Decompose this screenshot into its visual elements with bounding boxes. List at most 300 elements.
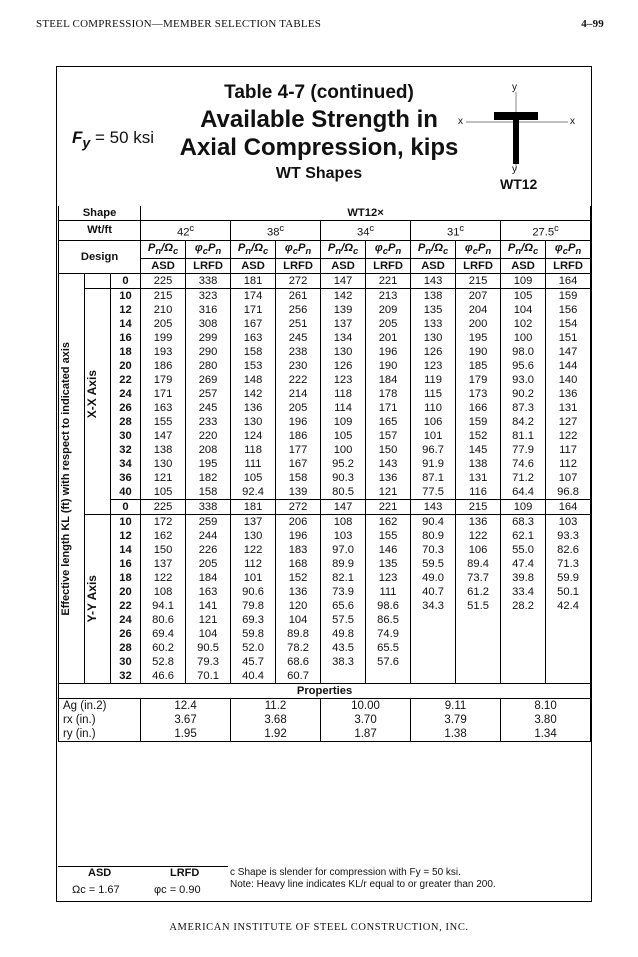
kl-value: 22	[111, 373, 141, 387]
strength-cell: 230	[276, 359, 321, 373]
strength-cell: 105	[141, 485, 186, 500]
strength-cell: 71.2	[501, 471, 546, 485]
strength-cell: 178	[366, 387, 411, 401]
strength-cell: 215	[456, 499, 501, 514]
strength-cell: 139	[321, 303, 366, 317]
strength-cell	[456, 613, 501, 627]
asd-strength-header: $P_n/\Omega_c$	[231, 240, 276, 258]
strength-cell: 59.8	[231, 627, 276, 641]
strength-cell	[366, 669, 411, 684]
kl-value: 28	[111, 415, 141, 429]
strength-cell: 150	[366, 443, 411, 457]
strength-cell	[411, 655, 456, 669]
weight-header: 38$^c$	[231, 221, 321, 241]
strength-cell: 122	[456, 529, 501, 543]
strength-cell: 155	[141, 415, 186, 429]
strength-cell: 157	[366, 429, 411, 443]
kl-value: 26	[111, 627, 141, 641]
strength-cell: 122	[546, 429, 591, 443]
strength-cell: 162	[141, 529, 186, 543]
strength-cell: 115	[411, 387, 456, 401]
strength-cell: 171	[141, 387, 186, 401]
strength-cell: 138	[411, 288, 456, 303]
lrfd-header: LRFD	[456, 258, 501, 273]
property-value: 10.00	[321, 698, 411, 713]
strength-cell: 71.3	[546, 557, 591, 571]
strength-cell	[411, 641, 456, 655]
strength-cell: 120	[276, 599, 321, 613]
strength-cell: 91.9	[411, 457, 456, 471]
strength-cell: 142	[321, 288, 366, 303]
strength-cell: 34.3	[411, 599, 456, 613]
strength-cell: 119	[411, 373, 456, 387]
strength-cell: 59.9	[546, 571, 591, 585]
lrfd-header: LRFD	[186, 258, 231, 273]
strength-cell: 226	[186, 543, 231, 557]
strength-cell: 338	[186, 499, 231, 514]
strength-cell: 39.8	[501, 571, 546, 585]
strength-cell: 290	[186, 345, 231, 359]
strength-cell: 142	[231, 387, 276, 401]
strength-cell: 121	[366, 485, 411, 500]
kl-value: 32	[111, 443, 141, 457]
strength-cell: 78.2	[276, 641, 321, 655]
strength-cell: 205	[141, 317, 186, 331]
strength-cell: 64.4	[501, 485, 546, 500]
strength-cell: 38.3	[321, 655, 366, 669]
effective-length-axis-label: Effective length KL (ft) with respect to indicated axis	[59, 273, 85, 683]
kl-value: 14	[111, 317, 141, 331]
strength-cell: 43.5	[321, 641, 366, 655]
strength-cell: 98.6	[366, 599, 411, 613]
strength-cell: 143	[366, 457, 411, 471]
strength-cell: 50.1	[546, 585, 591, 599]
strength-cell: 61.2	[456, 585, 501, 599]
strength-cell: 130	[231, 415, 276, 429]
strength-cell: 140	[546, 373, 591, 387]
property-value: 3.70	[321, 713, 411, 727]
kl-value: 10	[111, 288, 141, 303]
strength-cell: 150	[141, 543, 186, 557]
property-value: 3.79	[411, 713, 501, 727]
strength-cell: 109	[501, 499, 546, 514]
strength-cell: 126	[321, 359, 366, 373]
page-number: 4–99	[581, 18, 604, 30]
asd-header: ASD	[141, 258, 186, 273]
strength-cell	[546, 641, 591, 655]
strength-cell: 103	[546, 514, 591, 529]
strength-cell: 338	[186, 273, 231, 288]
strength-cell: 184	[366, 373, 411, 387]
tee-section-diagram	[458, 82, 578, 196]
strength-cell: 238	[276, 345, 321, 359]
strength-cell: 177	[276, 443, 321, 457]
strength-cell: 104	[186, 627, 231, 641]
strength-cell: 90.4	[411, 514, 456, 529]
strength-cell: 100	[501, 331, 546, 345]
strength-cell: 112	[546, 457, 591, 471]
strength-cell: 70.3	[411, 543, 456, 557]
strength-cell	[546, 655, 591, 669]
strength-cell: 137	[231, 514, 276, 529]
strength-cell: 213	[366, 288, 411, 303]
strength-cell: 147	[141, 429, 186, 443]
strength-cell: 42.4	[546, 599, 591, 613]
strength-cell: 137	[141, 557, 186, 571]
strength-cell: 158	[276, 471, 321, 485]
strength-cell: 40.4	[231, 669, 276, 684]
strength-cell: 108	[141, 585, 186, 599]
tee-shape-icon	[458, 86, 578, 176]
strength-cell: 220	[186, 429, 231, 443]
strength-cell: 123	[366, 571, 411, 585]
strength-cell: 73.7	[456, 571, 501, 585]
strength-cell: 186	[276, 429, 321, 443]
x-axis-label-left: x	[458, 116, 463, 127]
strength-cell: 186	[141, 359, 186, 373]
strength-cell: 139	[276, 485, 321, 500]
table-title-line2: Axial Compression, kips	[179, 134, 459, 161]
strength-cell: 245	[276, 331, 321, 345]
strength-cell: 199	[141, 331, 186, 345]
strength-cell: 185	[456, 359, 501, 373]
kl-value: 12	[111, 303, 141, 317]
strength-cell: 184	[186, 571, 231, 585]
y-axis-label-bottom: y	[512, 164, 517, 175]
strength-cell: 136	[546, 387, 591, 401]
strength-cell: 77.9	[501, 443, 546, 457]
strength-cell: 116	[456, 485, 501, 500]
strength-cell	[501, 613, 546, 627]
weight-header: 31$^c$	[411, 221, 501, 241]
lrfd-strength-header: $\varphi_cP_n$	[456, 240, 501, 258]
strength-cell: 57.5	[321, 613, 366, 627]
lrfd-header: LRFD	[276, 258, 321, 273]
lrfd-strength-header: $\varphi_cP_n$	[366, 240, 411, 258]
kl-value: 36	[111, 471, 141, 485]
kl-value: 22	[111, 599, 141, 613]
strength-cell: 96.7	[411, 443, 456, 457]
strength-cell: 135	[411, 303, 456, 317]
strength-cell: 47.4	[501, 557, 546, 571]
axis-name: Y-Y Axis	[85, 514, 111, 683]
property-value: 1.92	[231, 727, 321, 742]
strength-cell: 136	[456, 514, 501, 529]
asd-strength-header: $P_n/\Omega_c$	[141, 240, 186, 258]
strength-cell: 131	[546, 401, 591, 415]
strength-cell	[456, 641, 501, 655]
strength-cell: 135	[366, 557, 411, 571]
strength-cell: 69.3	[231, 613, 276, 627]
kl-value: 10	[111, 514, 141, 529]
strength-cell: 207	[456, 288, 501, 303]
strength-cell: 163	[141, 401, 186, 415]
strength-cell	[321, 669, 366, 684]
asd-header: ASD	[321, 258, 366, 273]
strength-cell: 205	[186, 557, 231, 571]
strength-cell: 138	[456, 457, 501, 471]
strength-cell: 62.1	[501, 529, 546, 543]
strength-cell: 153	[231, 359, 276, 373]
strength-cell: 118	[321, 387, 366, 401]
strength-cell: 90.6	[231, 585, 276, 599]
strength-cell: 95.2	[321, 457, 366, 471]
kl-value: 24	[111, 387, 141, 401]
table-number: Table 4-7 (continued)	[224, 82, 414, 103]
strength-cell: 130	[321, 345, 366, 359]
strength-cell: 163	[231, 331, 276, 345]
strength-cell: 166	[456, 401, 501, 415]
y-axis-label-top: y	[512, 82, 517, 93]
strength-cell: 225	[141, 273, 186, 288]
strength-cell: 164	[546, 499, 591, 514]
asd-header: ASD	[231, 258, 276, 273]
kl-value: 16	[111, 331, 141, 345]
strength-cell: 105	[501, 288, 546, 303]
yield-strength: $F_y = 50$ ksi	[72, 128, 155, 152]
lrfd-header: LRFD	[366, 258, 411, 273]
weight-header: 42$^c$	[141, 221, 231, 241]
property-label: rx (in.)	[59, 713, 141, 727]
asd-header: ASD	[411, 258, 456, 273]
strength-cell: 105	[321, 429, 366, 443]
strength-cell: 89.8	[276, 627, 321, 641]
strength-cell: 104	[276, 613, 321, 627]
weight-label: Wt/ft	[59, 221, 141, 241]
strength-cell: 90.2	[501, 387, 546, 401]
strength-cell: 158	[231, 345, 276, 359]
strength-cell: 94.1	[141, 599, 186, 613]
strength-cell: 96.8	[546, 485, 591, 500]
kl-value: 24	[111, 613, 141, 627]
strength-cell	[546, 613, 591, 627]
strength-cell: 138	[141, 443, 186, 457]
strength-cell	[546, 669, 591, 684]
strength-cell: 233	[186, 415, 231, 429]
table-title-line1: Available Strength in	[200, 106, 438, 133]
strength-cell: 126	[411, 345, 456, 359]
strength-cell: 110	[411, 401, 456, 415]
strength-cell: 174	[231, 288, 276, 303]
strength-cell: 60.7	[276, 669, 321, 684]
strength-cell: 144	[546, 359, 591, 373]
strength-cell: 221	[366, 273, 411, 288]
strength-cell: 90.3	[321, 471, 366, 485]
strength-cell: 111	[366, 585, 411, 599]
strength-cell: 68.6	[276, 655, 321, 669]
publisher-footer: AMERICAN INSTITUTE OF STEEL CONSTRUCTION, INC.	[169, 922, 469, 933]
strength-cell: 81.1	[501, 429, 546, 443]
strength-cell	[546, 627, 591, 641]
strength-cell: 124	[231, 429, 276, 443]
strength-cell: 65.5	[366, 641, 411, 655]
strength-cell: 244	[186, 529, 231, 543]
table-subtitle: WT Shapes	[275, 165, 363, 182]
lrfd-strength-header: $\varphi_cP_n$	[276, 240, 321, 258]
strength-cell: 208	[186, 443, 231, 457]
strength-cell: 195	[456, 331, 501, 345]
strength-cell: 89.9	[321, 557, 366, 571]
strength-cell: 215	[456, 273, 501, 288]
strength-cell: 33.4	[501, 585, 546, 599]
strength-cell: 80.5	[321, 485, 366, 500]
strength-cell: 92.4	[231, 485, 276, 500]
weight-header: 34$^c$	[321, 221, 411, 241]
kl-value: 26	[111, 401, 141, 415]
lrfd-header: LRFD	[546, 258, 591, 273]
property-label: Ag (in.2)	[59, 698, 141, 713]
axis-name: X-X Axis	[85, 288, 111, 499]
strength-cell: 201	[366, 331, 411, 345]
strength-cell: 147	[321, 273, 366, 288]
strength-cell: 121	[141, 471, 186, 485]
property-value: 11.2	[231, 698, 321, 713]
strength-cell: 80.6	[141, 613, 186, 627]
weight-header: 27.5$^c$	[501, 221, 591, 241]
strength-cell	[411, 627, 456, 641]
strength-cell: 49.0	[411, 571, 456, 585]
strength-cell: 162	[366, 514, 411, 529]
asd-label: ASD	[88, 867, 112, 879]
lrfd-strength-header: $\varphi_cP_n$	[546, 240, 591, 258]
strength-cell	[501, 641, 546, 655]
strength-cell: 182	[186, 471, 231, 485]
strength-cell: 131	[456, 471, 501, 485]
kl-value: 40	[111, 485, 141, 500]
asd-header: ASD	[501, 258, 546, 273]
strength-cell: 52.8	[141, 655, 186, 669]
strength-cell: 245	[186, 401, 231, 415]
strength-cell: 215	[141, 288, 186, 303]
strength-cell: 200	[456, 317, 501, 331]
strength-cell: 171	[366, 401, 411, 415]
kl-value: 16	[111, 557, 141, 571]
running-head-title: STEEL COMPRESSION—MEMBER SELECTION TABLES	[36, 18, 322, 30]
strength-cell: 69.4	[141, 627, 186, 641]
strength-cell: 95.6	[501, 359, 546, 373]
strength-cell: 82.6	[546, 543, 591, 557]
strength-cell: 259	[186, 514, 231, 529]
strength-cell: 123	[411, 359, 456, 373]
strength-cell: 147	[546, 345, 591, 359]
table-notes	[230, 867, 496, 891]
kl-value: 18	[111, 345, 141, 359]
strength-cell: 205	[276, 401, 321, 415]
property-value: 3.68	[231, 713, 321, 727]
strength-cell: 82.1	[321, 571, 366, 585]
strength-cell: 52.0	[231, 641, 276, 655]
design-label: Design	[59, 240, 141, 273]
property-value: 3.67	[141, 713, 231, 727]
strength-cell: 121	[186, 613, 231, 627]
property-value: 1.95	[141, 727, 231, 742]
strength-cell: 130	[411, 331, 456, 345]
strength-cell: 181	[231, 499, 276, 514]
strength-cell: 93.3	[546, 529, 591, 543]
strength-cell: 316	[186, 303, 231, 317]
asd-strength-header: $P_n/\Omega_c$	[501, 240, 546, 258]
shape-label: Shape	[59, 206, 141, 221]
strength-cell: 137	[321, 317, 366, 331]
strength-cell: 167	[276, 457, 321, 471]
strength-cell: 98.0	[501, 345, 546, 359]
kl-value: 14	[111, 543, 141, 557]
strength-cell: 190	[366, 359, 411, 373]
strength-cell: 146	[366, 543, 411, 557]
strength-cell: 205	[366, 317, 411, 331]
strength-cell: 183	[276, 543, 321, 557]
heavy-line-note: Note: Heavy line indicates KL/r equal to or greater than 200.	[230, 879, 496, 890]
strength-cell: 222	[276, 373, 321, 387]
strength-cell: 101	[411, 429, 456, 443]
strength-cell: 122	[231, 543, 276, 557]
strength-cell: 77.5	[411, 485, 456, 500]
strength-cell: 106	[456, 543, 501, 557]
strength-cell: 130	[231, 529, 276, 543]
strength-cell: 49.8	[321, 627, 366, 641]
strength-cell: 87.1	[411, 471, 456, 485]
strength-cell: 152	[456, 429, 501, 443]
strength-cell: 159	[456, 415, 501, 429]
strength-cell: 145	[456, 443, 501, 457]
strength-cell: 134	[321, 331, 366, 345]
strength-cell: 165	[366, 415, 411, 429]
strength-cell: 86.5	[366, 613, 411, 627]
strength-cell: 70.1	[186, 669, 231, 684]
strength-cell: 55.0	[501, 543, 546, 557]
strength-cell: 269	[186, 373, 231, 387]
strength-cell: 130	[141, 457, 186, 471]
strength-cell: 118	[231, 443, 276, 457]
property-value: 3.80	[501, 713, 591, 727]
strength-cell: 173	[456, 387, 501, 401]
strength-cell: 323	[186, 288, 231, 303]
property-value: 1.38	[411, 727, 501, 742]
kl-value: 32	[111, 669, 141, 684]
kl-value: 18	[111, 571, 141, 585]
strength-cell: 101	[231, 571, 276, 585]
strength-cell	[456, 669, 501, 684]
strength-cell: 155	[366, 529, 411, 543]
property-value: 12.4	[141, 698, 231, 713]
strength-cell: 46.6	[141, 669, 186, 684]
strength-cell: 107	[546, 471, 591, 485]
strength-cell: 256	[276, 303, 321, 317]
strength-cell: 105	[231, 471, 276, 485]
strength-cell: 51.5	[456, 599, 501, 613]
strength-cell: 167	[231, 317, 276, 331]
strength-cell: 136	[276, 585, 321, 599]
x-axis-label-right: x	[570, 116, 575, 127]
strength-cell: 97.0	[321, 543, 366, 557]
strength-cell: 251	[276, 317, 321, 331]
strength-cell: 209	[366, 303, 411, 317]
strength-cell: 261	[276, 288, 321, 303]
lrfd-label: LRFD	[170, 867, 200, 879]
property-value: 1.87	[321, 727, 411, 742]
strength-cell: 108	[321, 514, 366, 529]
kl-value: 30	[111, 655, 141, 669]
strength-cell: 152	[276, 571, 321, 585]
strength-cell	[456, 627, 501, 641]
strength-cell: 141	[186, 599, 231, 613]
strength-cell: 159	[546, 288, 591, 303]
strength-cell: 280	[186, 359, 231, 373]
kl-value: 20	[111, 359, 141, 373]
strength-cell: 190	[456, 345, 501, 359]
strength-cell: 148	[231, 373, 276, 387]
strength-cell: 147	[321, 499, 366, 514]
